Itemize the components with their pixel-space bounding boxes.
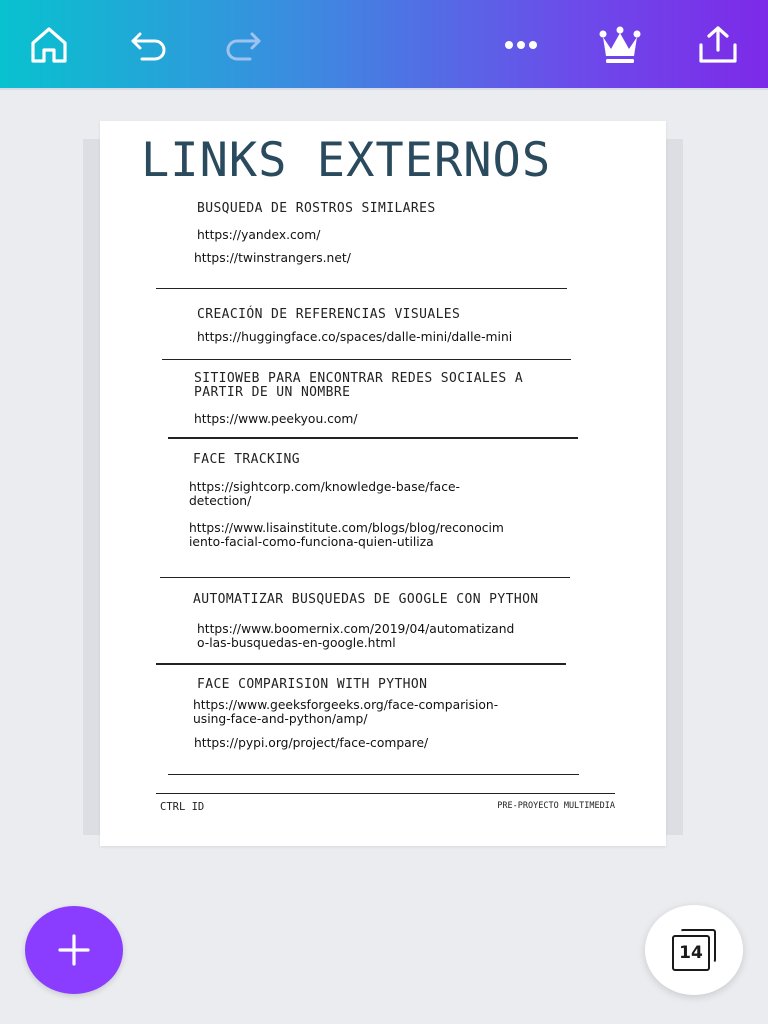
link-text[interactable]: o-las-busquedas-en-google.html xyxy=(197,636,396,650)
divider-line xyxy=(168,437,578,439)
divider-line xyxy=(162,359,571,360)
share-icon xyxy=(696,24,740,66)
link-text[interactable]: https://yandex.com/ xyxy=(197,228,321,242)
redo-icon xyxy=(222,24,264,66)
section-heading: CREACIÓN DE REFERENCIAS VISUALES xyxy=(197,307,461,322)
link-text[interactable]: https://www.boomernix.com/2019/04/automatizand xyxy=(197,622,515,636)
more-options-button[interactable] xyxy=(498,22,544,68)
divider-line xyxy=(168,774,579,775)
section-heading: FACE COMPARISION WITH PYTHON xyxy=(197,677,428,692)
document-page[interactable] xyxy=(100,121,666,846)
divider-line xyxy=(156,288,567,289)
link-text[interactable]: https://www.geeksforgeeks.org/face-comparision- xyxy=(193,698,499,712)
plus-icon xyxy=(57,933,91,967)
link-text[interactable]: iento-facial-como-funciona-quien-utiliza xyxy=(189,535,434,549)
section-heading: AUTOMATIZAR BUSQUEDAS DE GOOGLE CON PYTHON xyxy=(193,592,539,607)
link-text[interactable]: https://sightcorp.com/knowledge-base/face- xyxy=(189,480,460,494)
undo-icon xyxy=(128,24,170,66)
pages-icon xyxy=(672,929,716,971)
page-count-badge xyxy=(672,935,710,971)
share-button[interactable] xyxy=(695,22,741,68)
link-text[interactable]: https://www.peekyou.com/ xyxy=(194,412,358,426)
divider-line xyxy=(156,663,566,665)
home-icon xyxy=(28,24,70,66)
link-text[interactable]: detection/ xyxy=(189,494,252,508)
link-text[interactable]: https://pypi.org/project/face-compare/ xyxy=(194,736,429,750)
section-heading: FACE TRACKING xyxy=(193,452,300,467)
section-heading: PARTIR DE UN NOMBRE xyxy=(194,385,351,400)
footer-right-text: PRE-PROYECTO MULTIMEDIA xyxy=(497,801,615,811)
top-toolbar xyxy=(0,0,768,90)
link-text[interactable]: using-face-and-python/amp/ xyxy=(193,712,368,726)
premium-button[interactable] xyxy=(597,22,643,68)
pages-button[interactable] xyxy=(645,905,743,995)
section-heading: BUSQUEDA DE ROSTROS SIMILARES xyxy=(197,201,436,216)
page-title: LINKS EXTERNOS xyxy=(141,133,552,188)
more-icon xyxy=(500,24,542,66)
page-count: 14 xyxy=(679,943,703,963)
section-heading: SITIOWEB PARA ENCONTRAR REDES SOCIALES A xyxy=(194,371,524,386)
link-text[interactable]: https://twinstrangers.net/ xyxy=(194,251,351,265)
footer-left-text: CTRL ID xyxy=(160,801,205,813)
home-button[interactable] xyxy=(26,22,72,68)
redo-button[interactable] xyxy=(220,22,266,68)
add-element-button[interactable] xyxy=(25,906,123,994)
link-text[interactable]: https://huggingface.co/spaces/dalle-mini/dalle-mini xyxy=(197,330,513,344)
link-text[interactable]: https://www.lisainstitute.com/blogs/blog/reconocim xyxy=(189,521,504,535)
crown-icon xyxy=(598,24,642,66)
footer-divider xyxy=(156,793,615,794)
undo-button[interactable] xyxy=(126,22,172,68)
divider-line xyxy=(160,577,570,578)
